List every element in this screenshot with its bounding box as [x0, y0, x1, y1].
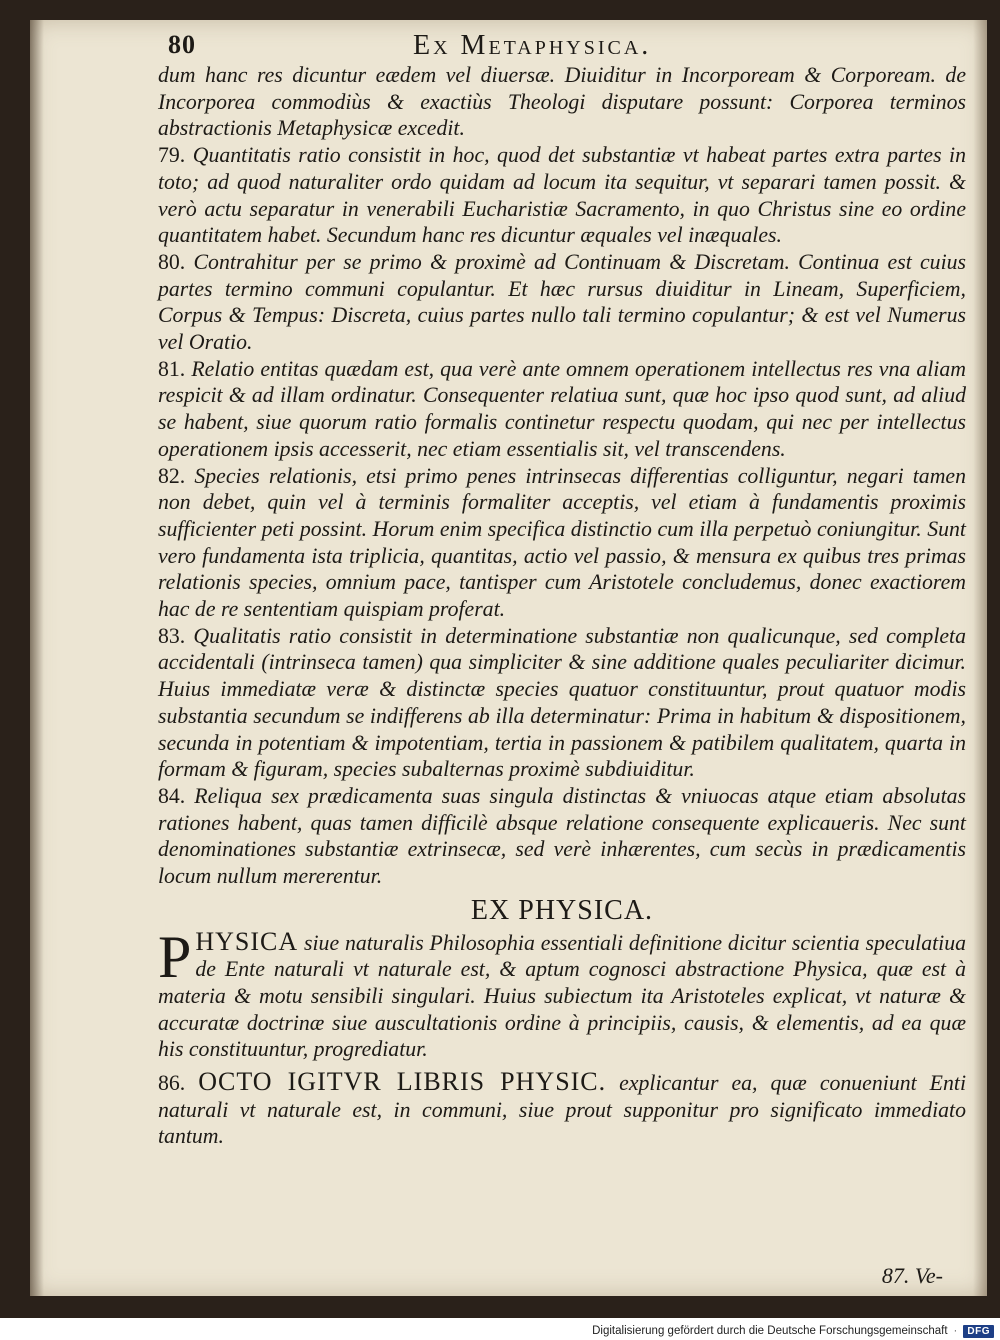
drop-cap: P	[158, 923, 192, 990]
paragraph-number: 86.	[158, 1071, 186, 1096]
dfg-logo-icon: DFG	[963, 1325, 994, 1338]
running-head: Ex Metaphysica.	[413, 30, 652, 61]
page-header	[168, 28, 957, 66]
catchword: 87. Ve-	[881, 1263, 943, 1288]
paragraph-86: 86. OCTO IGITVR LIBRIS PHYSIC. explicantur ea, quæ conueniunt Enti naturali vt naturale est, in communi, siue prout supponitur pro significato immediato tantum.	[158, 1067, 966, 1149]
paragraph-physica: PHYSICA siue naturalis Philosophia essentiali definitione dicitur scientia speculatiua de Ente naturali vt naturale est, & aptum cognosci abstractione Physica, quæ est à materia & motu sensibili singulari. Huius subiectum ita Aristoteles explicat, vt naturæ & accuratæ doctrinæ siue auscultationis ordine à principiis, causis, & elementis, ad ea quæ his constituuntur, progrediatur.	[158, 923, 966, 1062]
paragraph-83: 83. Qualitatis ratio consistit in determinatione substantiæ non qualicunque, sed completa accidentali (intrinseca tamen) qua simpliciter & sine additione quales peculiariter dicimur. Huius immediatæ veræ & distinctæ species quatuor constituuntur, prout quatuor modis substantia secundum se indifferens ab illa determinatur: Prima in habitum & dispositionem, secunda in potentiam & impotentiam, tertia in passionem & patibilem qualitatem, quarta in formam & figuram, species subalternas proximè subdiuiditur.	[158, 623, 966, 782]
caps-lead: HYSICA	[195, 926, 299, 956]
caps-heading: OCTO IGITVR LIBRIS PHYSIC.	[198, 1067, 607, 1097]
separator-dot-icon: ·	[953, 1325, 958, 1337]
digitization-footer	[592, 1322, 1000, 1340]
paragraph-number: 83.	[158, 623, 186, 648]
page-number: 80	[168, 30, 196, 59]
footer-credit: Digitalisierung gefördert durch die Deutsche Forschungsgemeinschaft	[592, 1325, 948, 1337]
paragraph-78-cont: dum hanc res dicuntur eædem vel diuersæ. Diuiditur in Incorpoream & Corpoream. de Incorporea commodiùs & exactiùs Theologi disputare possunt: Corporea terminos abstractionis Metaphysicæ excedit.	[158, 63, 966, 141]
paragraph-number: 80.	[158, 249, 186, 274]
paragraph-84: 84. Reliqua sex prædicamenta suas singula distinctas & vniuocas atque etiam absolutas rationes habent, quas tamen difficilè absque relatione consequente explicaueris. Nec sunt denominationes substantiæ extrinsecæ, sed verè inhærentes, cum secùs in prædicamentis locum nullum mererentur.	[158, 783, 967, 889]
paragraph-82: 82. Species relationis, etsi primo penes intrinsecas differentias colliguntur, negari tamen non debet, quin vel à terminis formaliter acceptis, vel etiam à fundamentis proximis sufficienter peti possint. Horum enim specifica distinctio cum illa perpetuò coniungitur. Sunt vero fundamenta ista triplicia, quantitas, actio vel passio, & mensura ex quibus tres primas relationis species, omnium pace, tantisper cum Aristotele concludemus, donec exactiorem hac de re sententiam quispiam proferat.	[158, 463, 967, 622]
section-title: EX PHYSICA.	[470, 894, 654, 926]
paragraph-79: 79. Quantitatis ratio consistit in hoc, quod det substantiæ vt habeat partes extra partes in toto; ad quod naturaliter ordo quidam ad locum ita sequitur, vt separari tamen possit. & verò actu separatur in venerabili Eucharistiæ Sacramento, in quo Christus sine eo ordine quantitatem habet. Secundum hanc res dicuntur æquales vel inæquales.	[158, 143, 966, 248]
paragraph-number: 79.	[158, 143, 186, 168]
paragraph-number: 84.	[158, 783, 186, 808]
paragraph-81: 81. Relatio entitas quædam est, qua verè ante omnem operationem intellectus res vna aliam respicit & ad illam ordinatur. Consequenter relatiua sunt, quæ hoc ipso quod sunt, ad aliud se habent, siue quorum ratio formalis continetur respectu quodam, qui nec per intellectus operationem ipsis accesserit, nec etiam essentialis sit, vel transcendens.	[158, 356, 966, 461]
paragraph-80: 80. Contrahitur per se primo & proximè ad Continuam & Discretam. Continua est cuius partes termino communi copulantur. Et hæc rursus diuiditur in Lineam, Superficiem, Corpus & Tempus: Discreta, cuius partes nullo tali termino copulantur; & est vel Numerus vel Oratio.	[158, 249, 967, 355]
paragraph-number: 82.	[158, 463, 186, 488]
paragraph-number: 81.	[158, 356, 186, 381]
body-text	[158, 62, 966, 1150]
book-page	[30, 20, 987, 1296]
